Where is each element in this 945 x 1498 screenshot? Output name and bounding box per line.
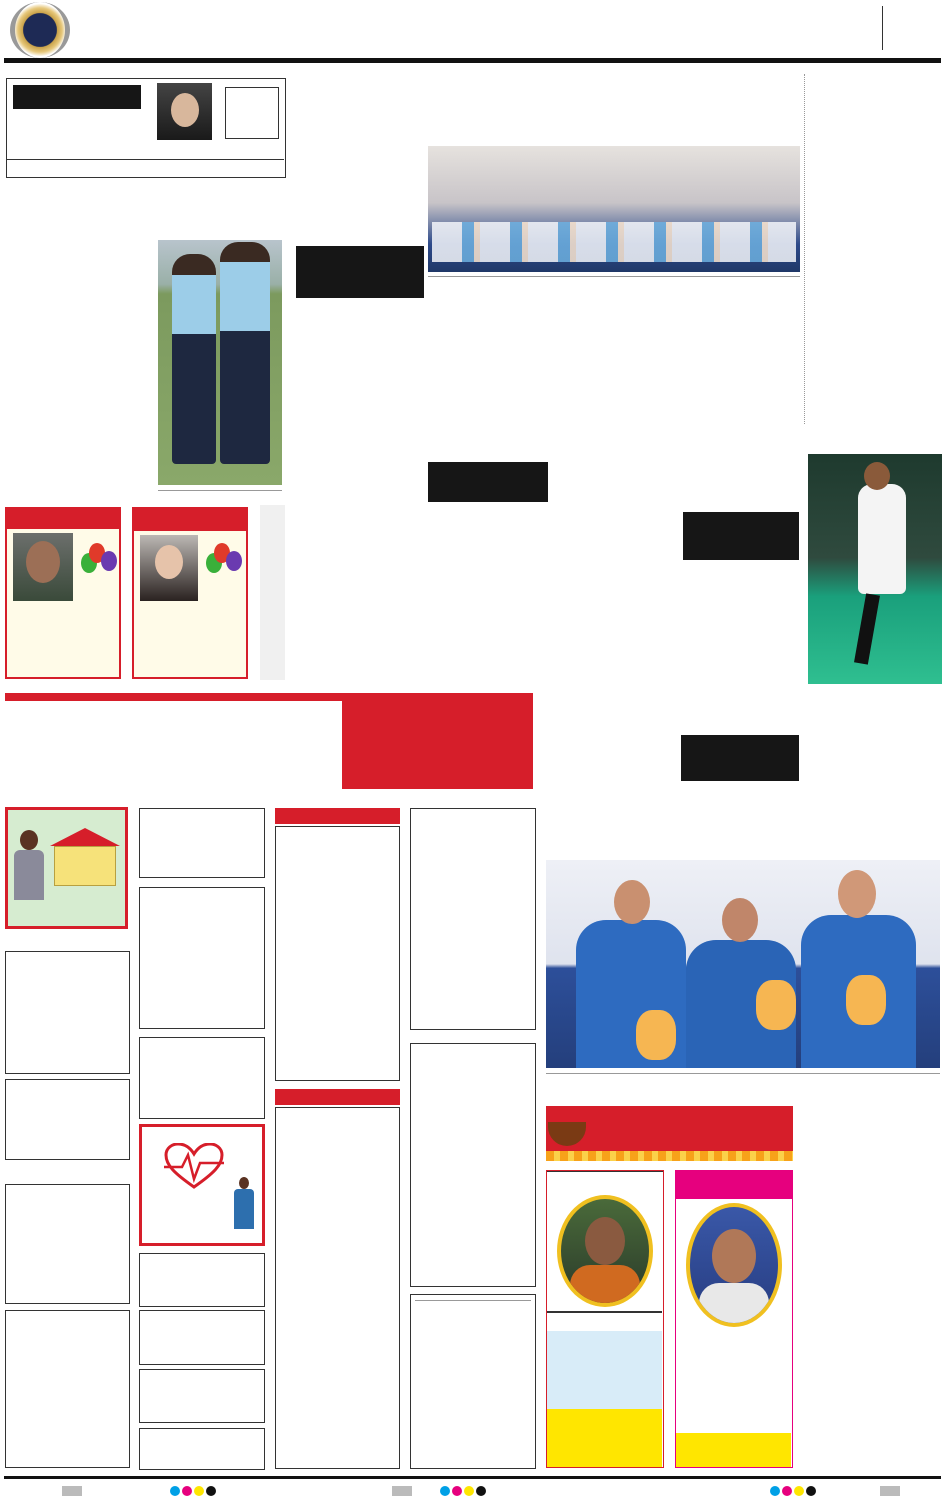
photo-banner-text	[523, 147, 713, 160]
email-box	[139, 1428, 265, 1470]
memorial-2-details	[676, 1357, 791, 1361]
cricket-body-3	[556, 465, 676, 680]
cricket-body-2	[428, 505, 550, 680]
shooting-kicker	[681, 735, 799, 781]
marigold-border	[546, 1151, 793, 1161]
lost-notice	[275, 826, 400, 1081]
lawnball-photo-caption	[158, 486, 282, 491]
basketball-body-3	[428, 296, 548, 421]
basketball-body-2	[296, 296, 421, 421]
masthead-rule	[4, 58, 941, 63]
cmyk-marks	[170, 1486, 216, 1496]
lost-header	[275, 808, 400, 824]
classified-ad	[139, 1037, 265, 1119]
affidavit-notice	[275, 1107, 400, 1469]
memorial-card-2	[675, 1170, 793, 1468]
pramod-body-2	[683, 565, 799, 685]
classified-ad	[139, 1310, 265, 1365]
registration-gray	[880, 1486, 900, 1496]
memorial-2-photo	[686, 1203, 782, 1327]
memorial-1-photo	[557, 1195, 653, 1307]
pramod-photo	[808, 454, 942, 684]
coupon-sample-photo	[157, 83, 212, 140]
mascot-icon	[846, 975, 886, 1025]
agent-figure-icon	[14, 830, 44, 904]
wish-ad-1	[5, 507, 121, 679]
basketball-body-1	[296, 160, 424, 252]
classified-ad	[139, 1369, 265, 1423]
basketball-body-4	[556, 296, 676, 421]
section-divider	[882, 6, 883, 50]
wish-ad-1-photo	[13, 533, 73, 601]
banner-red-rule	[5, 693, 345, 701]
registration-gray	[392, 1486, 412, 1496]
coupon-note	[7, 159, 284, 177]
memorial-1-mourners-block	[547, 1409, 662, 1467]
memorial-1-title	[547, 1171, 663, 1172]
classified-ad	[5, 1310, 130, 1468]
coupon-title	[13, 85, 141, 109]
basketball-kicker	[296, 246, 424, 298]
balloons-icon	[79, 539, 119, 599]
balloons-icon	[204, 539, 244, 599]
name-change-notice	[410, 808, 536, 1030]
footer-rule	[4, 1476, 941, 1479]
name-change-notice	[410, 1043, 536, 1287]
wish-ad-1-message	[9, 639, 117, 659]
everyday-box	[342, 693, 533, 789]
doctor-figure-icon	[234, 1177, 254, 1237]
wish-ad-2-photo	[140, 535, 198, 601]
basketball-photo-caption	[428, 272, 800, 277]
lawnball-photo	[158, 240, 282, 485]
affidavit-header	[275, 1089, 400, 1105]
shooting-photo-caption	[546, 1069, 940, 1074]
wish-ad-2-title	[134, 509, 246, 531]
pramod-kicker	[683, 512, 799, 560]
registration-gray	[62, 1486, 82, 1496]
basketball-photo	[428, 146, 800, 272]
reader-notice	[410, 1294, 536, 1469]
lawnball-body	[6, 255, 154, 493]
classified-ad	[139, 808, 265, 878]
classified-ad	[5, 951, 130, 1074]
memorial-1-name	[547, 1311, 662, 1313]
memorial-2-mourners-block	[676, 1433, 791, 1467]
cmyk-marks	[440, 1486, 486, 1496]
coupon-paste-box	[225, 87, 279, 139]
heart-pulse-icon	[164, 1143, 214, 1187]
mascot-icon	[756, 980, 796, 1030]
reader-notice-title	[415, 1298, 531, 1301]
pramod-body-1	[683, 466, 799, 512]
wish-ad-1-title	[7, 509, 119, 529]
shooting-body-1	[545, 748, 668, 860]
diya-lamp-icon	[548, 1122, 586, 1146]
blank-ad-space	[260, 505, 285, 680]
cricket-body-1	[296, 480, 422, 680]
classified-banner	[5, 693, 533, 797]
memorial-banner	[546, 1106, 793, 1161]
afghan-body	[810, 112, 942, 424]
mascot-icon	[636, 1010, 676, 1060]
pak-hockey-body	[806, 1152, 942, 1470]
house-icon	[50, 828, 120, 888]
classified-ad	[139, 1253, 265, 1307]
cmyk-marks	[770, 1486, 816, 1496]
real-estate-ad	[5, 807, 128, 929]
masthead	[0, 0, 945, 60]
classified-ad	[5, 1079, 130, 1160]
column-rule	[804, 74, 805, 424]
memorial-1-message	[549, 1332, 660, 1372]
birthday-coupon	[6, 78, 286, 178]
shooting-photo	[546, 860, 940, 1068]
shooting-body-2	[677, 784, 800, 859]
shooting-body-3	[813, 736, 941, 860]
memorial-1-details	[547, 1331, 662, 1409]
logo-brackets	[10, 2, 70, 58]
wish-ad-1-from	[9, 666, 117, 678]
classified-ad	[139, 887, 265, 1029]
cricket-kicker	[428, 462, 548, 502]
classified-ad	[5, 1184, 130, 1304]
wish-ad-2	[132, 507, 248, 679]
basketball-body-5	[684, 296, 800, 421]
memorial-2-title	[676, 1171, 792, 1199]
healthcare-ad	[139, 1124, 265, 1246]
memorial-card-1	[546, 1170, 664, 1468]
